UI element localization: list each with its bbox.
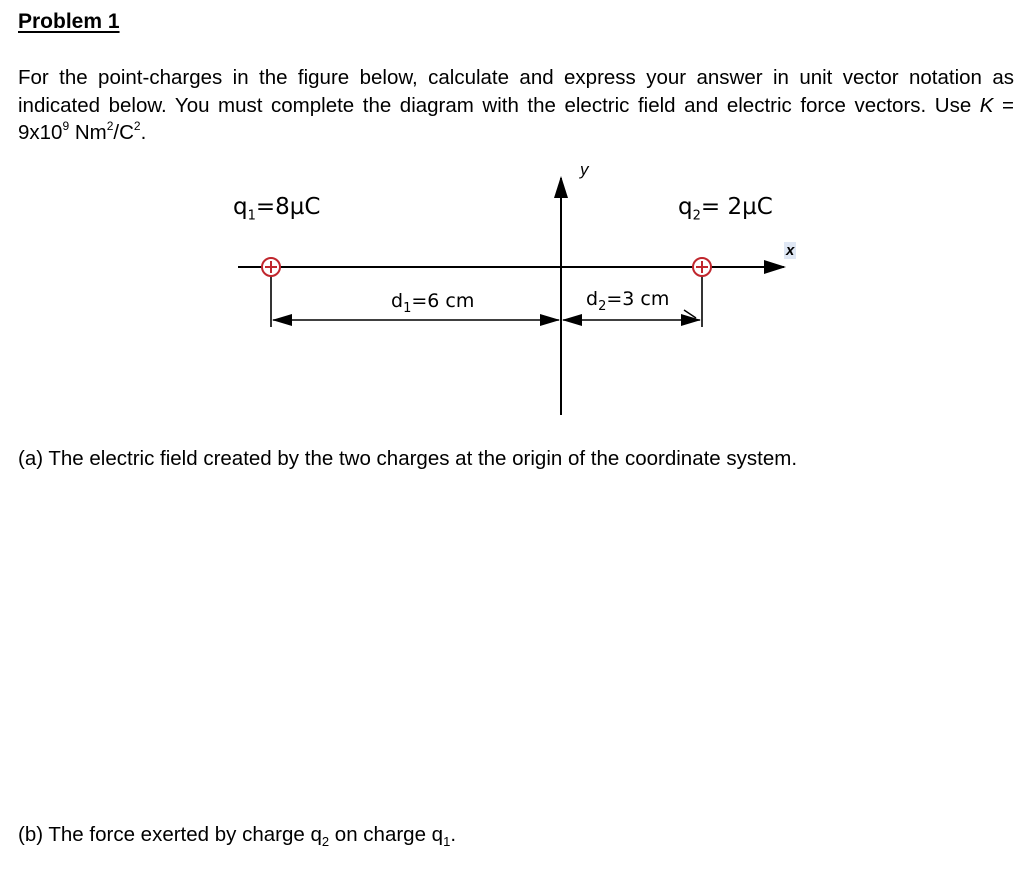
d2-label — [586, 288, 669, 314]
d1-subscript: 1 — [403, 300, 412, 316]
statement-text: For the point-charges in the figure below, calculate and express your answer in unit vector notation as indicated below. You must complete the diagram with the electric field and electric force vectors. Use — [18, 66, 1014, 117]
problem-statement — [18, 64, 1014, 147]
k-value-prefix: = 9x10 — [18, 93, 1014, 144]
d2-subscript: 2 — [598, 298, 607, 314]
charge-diagram — [0, 150, 1032, 430]
part-b-subscript-2: 1 — [443, 834, 451, 850]
k-unit-prefix: Nm — [69, 121, 107, 144]
d1-symbol: d — [391, 290, 404, 312]
k-symbol: K — [979, 93, 994, 117]
part-b-question — [18, 823, 456, 849]
diagram-canvas — [0, 150, 1032, 430]
k-unit-suffix: . — [140, 121, 147, 144]
part-b-prefix: (b) The force exerted by charge q — [18, 823, 322, 846]
d2-leader — [684, 310, 696, 318]
y-axis-label: y — [580, 160, 589, 179]
d1-value: =6 cm — [411, 290, 475, 312]
k-unit-exponent-1: 2 — [106, 119, 114, 134]
part-b-suffix: . — [450, 823, 457, 846]
part-b-mid: on charge q — [329, 823, 444, 846]
q2-label — [678, 194, 773, 224]
d2-value: =3 cm — [606, 288, 670, 310]
q1-symbol: q — [233, 194, 248, 220]
q1-subscript: 1 — [247, 208, 256, 224]
k-unit-exponent-2: 2 — [133, 119, 141, 134]
q1-label — [233, 194, 321, 224]
x-axis-label: x — [786, 242, 795, 259]
d1-label — [391, 290, 474, 316]
k-unit-mid: /C — [113, 121, 134, 144]
q1-value: =8µC — [255, 194, 321, 220]
d2-symbol: d — [586, 288, 599, 310]
q2-subscript: 2 — [692, 208, 701, 224]
k-exponent: 9 — [62, 119, 70, 134]
q2-value: = 2µC — [700, 194, 773, 220]
q1-charge-icon — [262, 258, 280, 276]
part-b-subscript-1: 2 — [321, 834, 330, 850]
problem-title: Problem 1 — [18, 10, 120, 33]
q2-charge-icon — [693, 258, 711, 276]
q2-symbol: q — [678, 194, 693, 220]
part-a-question: (a) The electric field created by the two charges at the origin of the coordinate system. — [18, 447, 798, 470]
